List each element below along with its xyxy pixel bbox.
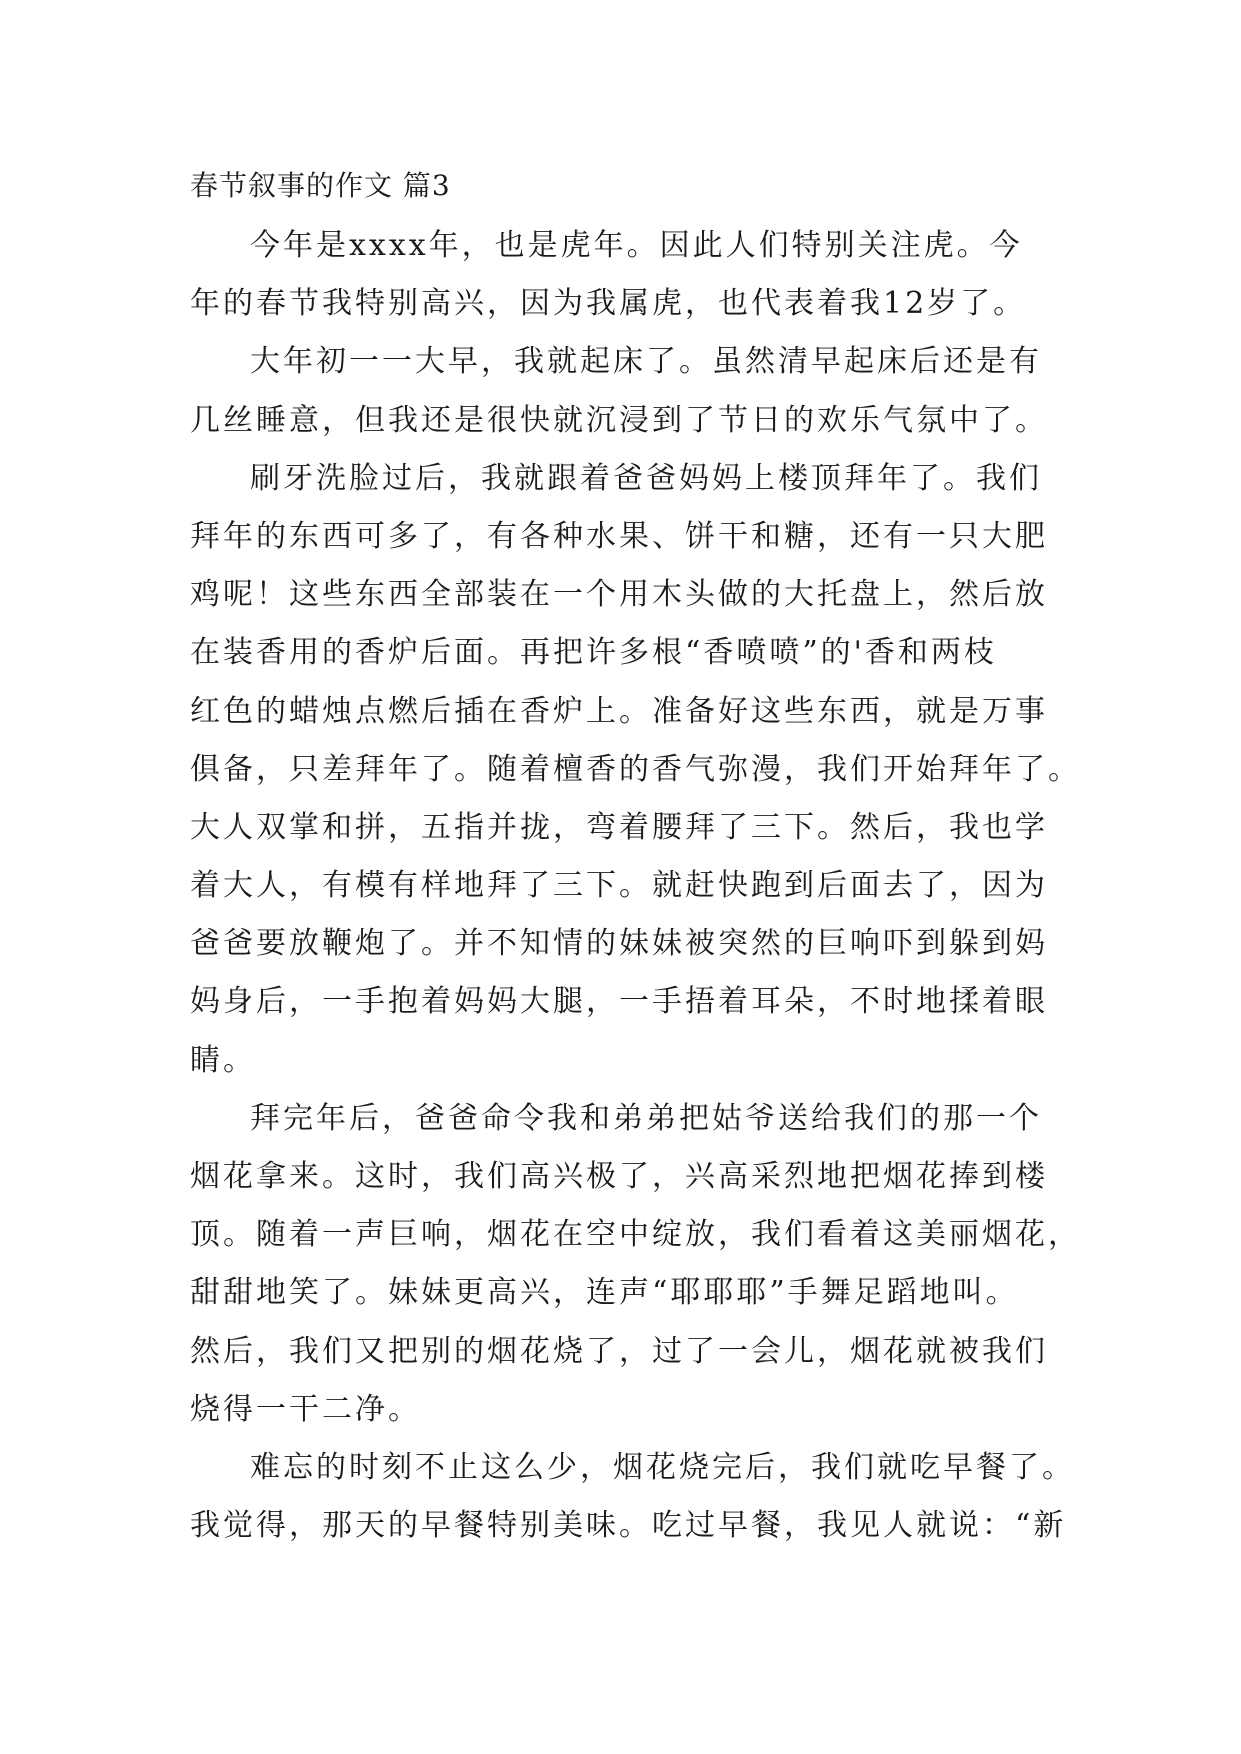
paragraph [190,1439,1075,1555]
paragraph-line: 然后，我们又把别的烟花烧了，过了一会儿，烟花就被我们 [190,1333,1048,1369]
paragraph [190,217,1070,333]
paragraph-line: 甜甜地笑了。妹妹更高兴，连声“耶耶耶”手舞足蹈地叫。 [190,1275,1019,1311]
paragraph-line: 大年初一一大早，我就起床了。虽然清早起床后还是有 [250,344,1042,380]
paragraph-line: 烧得一干二净。 [190,1391,421,1427]
paragraph-line: 着大人，有模有样地拜了三下。就赶快跑到后面去了，因为 [190,868,1048,904]
paragraph-line: 大人双掌和拼，五指并拢，弯着腰拜了三下。然后，我也学 [190,809,1048,845]
paragraph-line: 鸡呢！这些东西全部装在一个用木头做的大托盘上，然后放 [190,577,1048,613]
paragraph-line: 烟花拿来。这时，我们高兴极了，兴高采烈地把烟花捧到楼 [190,1159,1048,1194]
paragraph-line: 几丝睡意，但我还是很快就沉浸到了节日的欢乐气氛中了。 [190,402,1048,438]
paragraph-line: 年的春节我特别高兴，因为我属虎，也代表着我12岁了。 [190,286,1027,322]
paragraph-line: 拜完年后，爸爸命令我和弟弟把姑爷送给我们的那一个 [250,1100,1042,1136]
paragraph [190,450,1081,1090]
paragraph-line: 红色的蜡烛点燃后插在香炉上。准备好这些东西，就是万事 [190,693,1048,729]
paragraph [190,1090,1081,1439]
paragraph-line: 睛。 [190,1042,256,1078]
paragraph-line: 难忘的时刻不止这么少，烟花烧完后，我们就吃早餐了。 [250,1449,1075,1485]
paragraph-line: 爸爸要放鞭炮了。并不知情的妹妹被突然的巨响吓到躲到妈 [190,926,1048,962]
paragraph-line: 拜年的东西可多了，有各种水果、饼干和糖，还有一只大肥 [190,518,1048,554]
paragraph-line: 在装香用的香炉后面。再把许多根“香喷喷”的'香和两枝 [190,635,997,671]
paragraph-line: 刷牙洗脸过后，我就跟着爸爸妈妈上楼顶拜年了。我们 [250,460,1042,496]
paragraph-line: 顶。随着一声巨响，烟花在空中绽放，我们看着这美丽烟花， [190,1217,1081,1253]
essay-title: 春节叙事的作文 篇3 [190,169,451,202]
paragraph-line: 我觉得，那天的早餐特别美味。吃过早餐，我见人就说：“新 [190,1508,1067,1544]
paragraph-line: 俱备，只差拜年了。随着檀香的香气弥漫，我们开始拜年了。 [190,751,1081,787]
paragraph-line: 妈身后，一手抱着妈妈大腿，一手捂着耳朵，不时地揉着眼 [190,984,1048,1020]
essay-body [190,217,1081,1555]
paragraph [190,333,1070,449]
paragraph-line: 今年是xxxx年，也是虎年。因此人们特别关注虎。今 [250,228,1023,263]
